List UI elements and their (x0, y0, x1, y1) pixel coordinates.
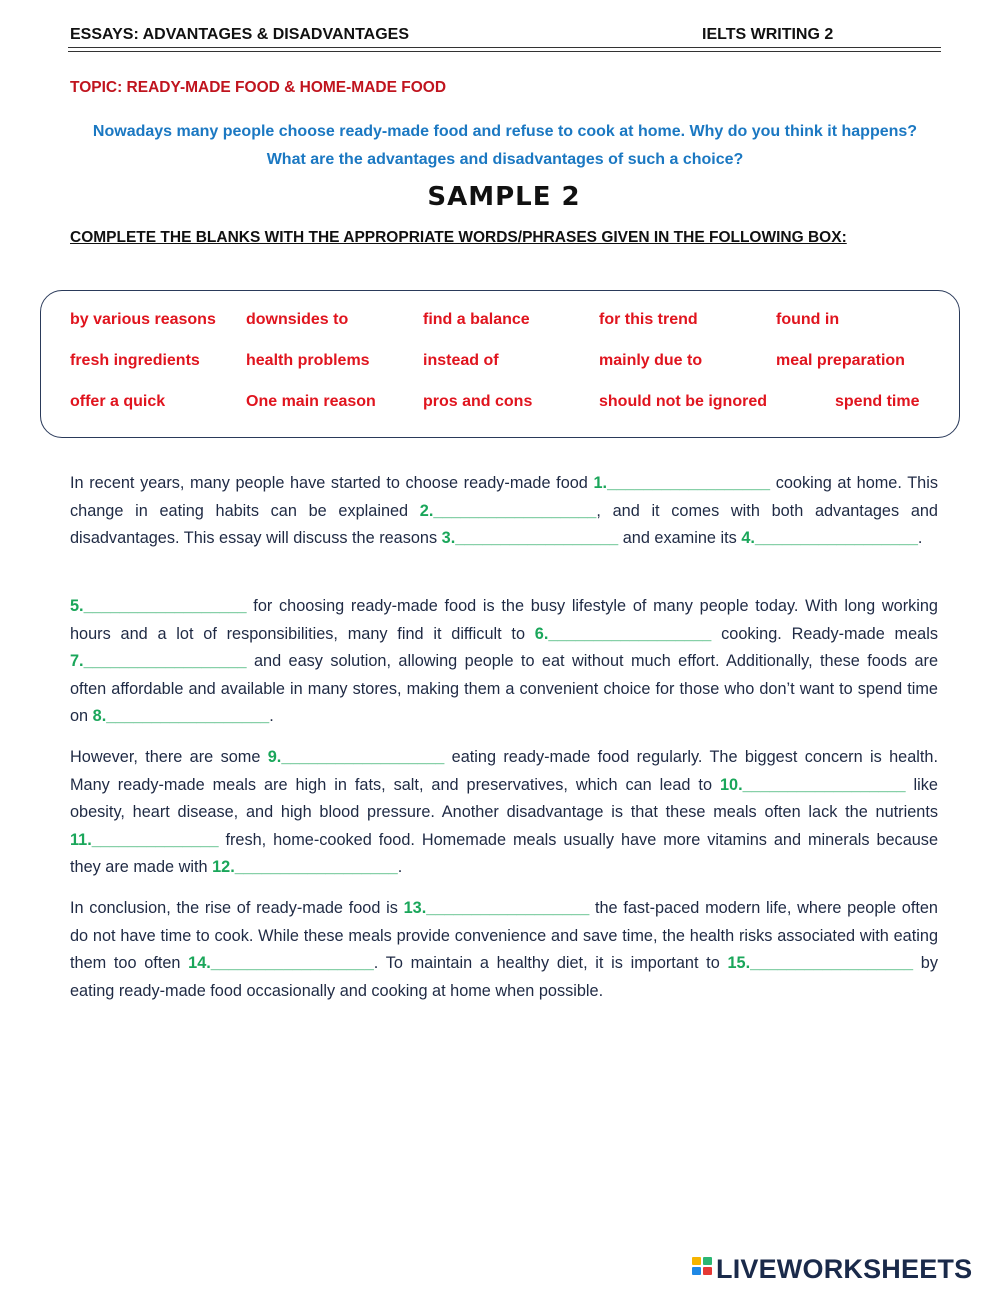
blank-5[interactable]: 5.__________________ (70, 597, 247, 615)
blank-2[interactable]: 2.__________________ (419, 501, 597, 520)
logo-icon (692, 1257, 712, 1283)
paragraph-text: eating ready-made food regularly. The biggest concern is health. Many ready-made meals are high in fats, salt, and preservatives, which can lead to (70, 748, 938, 794)
essay-prompt: Nowadays many people choose ready-made food and refuse to cook at home. Why do you think it happens? What are the advantages and disadvantages of such a choice? (92, 123, 918, 168)
blank-1[interactable]: 1.__________________ (593, 474, 771, 492)
paragraph-text: . (269, 707, 274, 725)
blank-12[interactable]: 12.__________________ (212, 858, 398, 876)
essay-paragraph-3 (70, 744, 938, 882)
word-option[interactable]: by various reasons (70, 311, 216, 328)
paragraph-text: In recent years, many people have started to choose ready-made food (70, 474, 594, 492)
word-option[interactable]: pros and cons (423, 393, 533, 410)
blank-11[interactable]: 11.______________ (70, 830, 219, 849)
word-option[interactable]: mainly due to (599, 352, 703, 369)
blank-3[interactable]: 3.__________________ (441, 529, 619, 547)
paragraph-text: . (917, 529, 923, 547)
word-option[interactable]: meal preparation (776, 352, 905, 369)
blank-4[interactable]: 4.__________________ (741, 529, 918, 547)
word-option[interactable]: downsides to (246, 311, 349, 328)
header-rule-secondary (68, 51, 941, 52)
essay-paragraph-4 (70, 895, 938, 1005)
word-option[interactable]: offer a quick (70, 393, 166, 410)
word-option[interactable]: instead of (423, 352, 499, 369)
blank-8[interactable]: 8.__________________ (92, 707, 270, 725)
paragraph-text: by eating ready-made food occasionally and cooking at home when possible. (70, 954, 938, 1000)
paragraph-text: cooking. Ready-made meals (711, 624, 938, 643)
header-rule (68, 47, 941, 48)
logo-square (692, 1257, 701, 1265)
paragraph-text: and examine its (618, 529, 742, 547)
word-option[interactable]: found in (776, 311, 840, 328)
word-option[interactable]: find a balance (423, 311, 530, 328)
blank-10[interactable]: 10.__________________ (719, 775, 906, 794)
paragraph-text: , and it comes with both advantages and disadvantages. This essay will discuss the reasons (70, 501, 938, 547)
sample-title: SAMPLE 2 (427, 182, 581, 212)
word-option[interactable]: fresh ingredients (70, 352, 200, 369)
logo-square (692, 1267, 701, 1275)
blank-9[interactable]: 9.__________________ (267, 748, 445, 766)
instruction: COMPLETE THE BLANKS WITH THE APPROPRIATE WORDS/PHRASES GIVEN IN THE FOLLOWING BOX: (70, 229, 847, 246)
word-option[interactable]: for this trend (599, 311, 698, 328)
page-header (70, 24, 940, 46)
essay-paragraph-2 (70, 593, 938, 731)
blank-14[interactable]: 14.__________________ (188, 954, 374, 972)
paragraph-text: However, there are some (70, 748, 268, 766)
logo-square (703, 1257, 712, 1265)
paragraph-text: like obesity, heart disease, and high blood pressure. Another disadvantage is that these meals often lack the nutrients (70, 775, 938, 821)
liveworksheets-logo (692, 1254, 992, 1288)
paragraph-text: and easy solution, allowing people to eat without much effort. Additionally, these foods are often affordable and available in many stores, making them a convenient choice for those who don’t want to spend time on (70, 652, 938, 725)
word-option[interactable]: health problems (246, 352, 370, 369)
blank-7[interactable]: 7.__________________ (70, 652, 247, 670)
logo-square (703, 1267, 712, 1275)
word-box (40, 290, 960, 438)
paragraph-text: the fast-paced modern life, where people often do not have time to cook. While these meals provide convenience and save time, the health risks associated with eating them too often (70, 899, 938, 972)
paragraph-text: for choosing ready-made food is the busy lifestyle of many people today. With long working hours and a lot of responsibilities, many find it difficult to (70, 597, 938, 643)
word-option[interactable]: spend time (835, 393, 920, 410)
blank-13[interactable]: 13.__________________ (403, 899, 590, 917)
paragraph-text: cooking at home. This change in eating habits can be explained (70, 474, 938, 520)
blank-15[interactable]: 15.__________________ (727, 954, 914, 972)
brand-name: LIVEWORKSHEETS (716, 1254, 973, 1284)
paragraph-text: In conclusion, the rise of ready-made food is (70, 899, 404, 917)
paragraph-text: fresh, home-cooked food. Homemade meals usually have more vitamins and minerals because they are made with (70, 830, 938, 876)
word-option[interactable]: One main reason (246, 393, 376, 410)
essay-paragraph-1 (70, 470, 938, 553)
topic-title: TOPIC: READY-MADE FOOD & HOME-MADE FOOD (70, 79, 447, 96)
header-title: ESSAYS: ADVANTAGES & DISADVANTAGES (70, 26, 410, 43)
paragraph-text: . (397, 858, 403, 876)
word-option[interactable]: should not be ignored (599, 393, 767, 410)
blank-6[interactable]: 6.__________________ (534, 624, 712, 643)
paragraph-text: . To maintain a healthy diet, it is important to (373, 954, 728, 972)
header-subtitle: IELTS WRITING 2 (702, 26, 834, 43)
